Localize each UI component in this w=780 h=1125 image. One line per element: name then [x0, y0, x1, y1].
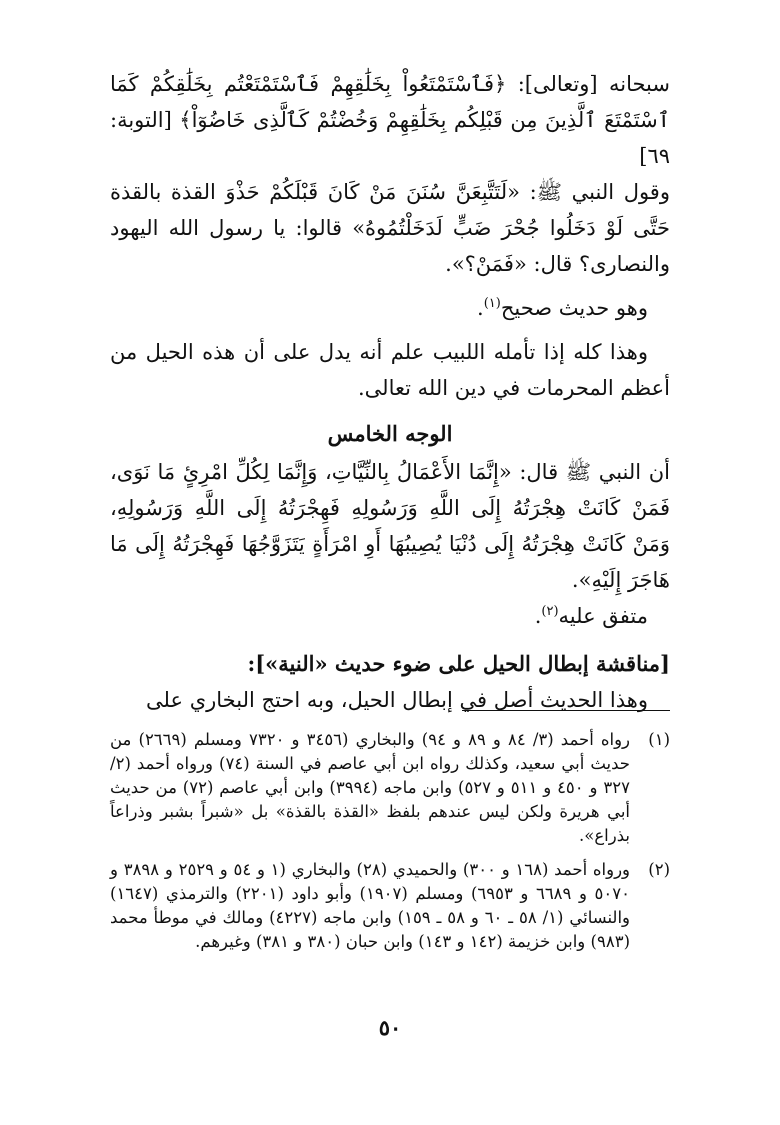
agreed-upon-text: متفق عليه [558, 604, 648, 628]
authenticity-end: . [477, 296, 484, 320]
authenticity-text: وهو حديث صحيح [500, 296, 648, 320]
paragraph-hadith-sunan: وقول النبي ﷺ: «لَتَتَّبِعَنَّ سُنَنَ مَنْ كَانَ قَبْلَكُمْ حَذْوَ القذة بالقذة حَتَّى لَوْ دَخَلُوا جُحْرَ ضَبٍّ لَدَخَلْتُمُوهُ» قالوا: يا رسول الله اليهود والنصارى؟ قال: «فَمَنْ؟». [110, 180, 670, 276]
section-heading-fifth-aspect: الوجه الخامس [327, 421, 453, 446]
footnote-number: (٢) [648, 860, 670, 879]
page-number: ٥٠ [378, 1015, 402, 1040]
paragraph-agreed-upon [110, 598, 670, 634]
footnote-separator [462, 710, 670, 711]
paragraph-hadith-niyyat: أن النبي ﷺ قال: «إِنَّمَا الأَعْمَالُ بِالنِّيَّاتِ، وَإِنَّمَا لِكُلِّ امْرِئٍ مَا نَوَى، فَمَنْ كَانَتْ هِجْرَتُهُ إِلَى اللَّهِ وَرَسُولِهِ فَهِجْرَتُهُ إِلَى اللَّهِ وَرَسُولِهِ، وَمَنْ كَانَتْ هِجْرَتُهُ إِلَى دُنْيَا يُصِيبُهَا أَوِ امْرَأَةٍ يَتَزَوَّجُهَا فَهِجْرَتُهُ إِلَى مَا هَاجَرَ إِلَيْهِ». [110, 460, 670, 592]
paragraph-quran-verse: سبحانه [وتعالى]: ﴿فَٱسْتَمْتَعُواْ بِخَلَٰقِهِمْ فَٱسْتَمْتَعْتُم بِخَلَٰقِكُمْ كَمَا ٱسْتَمْتَعَ ٱلَّذِينَ مِن قَبْلِكُم بِخَلَٰقِهِمْ وَخُضْتُمْ كَٱلَّذِى خَاضُوٓاْ﴾ [التوبة: ٦٩] [110, 72, 670, 168]
paragraph-authenticity [110, 290, 670, 326]
main-text [110, 66, 670, 718]
footnote-item [110, 858, 670, 954]
section-heading-discussion: [مناقشة إبطال الحيل على ضوء حديث «النية»]: [247, 651, 670, 676]
paragraph-discussion: وهذا الحديث أصل في إبطال الحيل، وبه احتج البخاري على [146, 688, 648, 712]
footnote-ref-2[interactable]: (٢) [541, 604, 559, 619]
footnotes [110, 728, 670, 964]
footnote-text: رواه أحمد (٣/ ٨٤ و ٨٩ و ٩٤) والبخاري (٣٤٥٦ و ٧٣٢٠ ومسلم (٢٦٦٩) من حديث أبي سعيد، وكذلك رواه ابن أبي عاصم في السنة (٧٤) ورواه أحمد (٢/ ٣٢٧ و ٤٥٠ و ٥١١ و ٥٢٧) وابن ماجه (٣٩٩٤) وابن أبي عاصم (٧٢) من حديث أبي هريرة ولكن ليس عندهم بلفظ «القذة بالقذة» بل «شبراً بشبر وذراعاً بذراع». [110, 730, 631, 845]
paragraph-conclusion: وهذا كله إذا تأمله اللبيب علم أنه يدل على أن هذه الحيل من أعظم المحرمات في دين الله تعالى. [110, 340, 670, 400]
footnote-item [110, 728, 670, 848]
footnote-text: ورواه أحمد (١٦٨ و ٣٠٠) والحميدي (٢٨) والبخاري (١ و ٥٤ و ٢٥٢٩ و ٣٨٩٨ و ٥٠٧٠ و ٦٦٨٩ و ٦٩٥٣) ومسلم (١٩٠٧) وأبو داود (٢٢٠١) والترمذي (١٦٤٧) والنسائي (١/ ٥٨ ـ ٦٠ و ٥٨ ـ ١٥٩) وابن ماجه (٤٢٢٧) ومالك في موطأ محمد (٩٨٣) وابن خزيمة (١٤٢ و ١٤٣) وابن حبان (٣٨٠ و ٣٨١) وغيرهم. [110, 860, 631, 951]
footnote-number: (١) [648, 730, 670, 749]
agreed-upon-end: . [534, 604, 542, 628]
footnote-ref-1[interactable]: (١) [483, 296, 501, 311]
